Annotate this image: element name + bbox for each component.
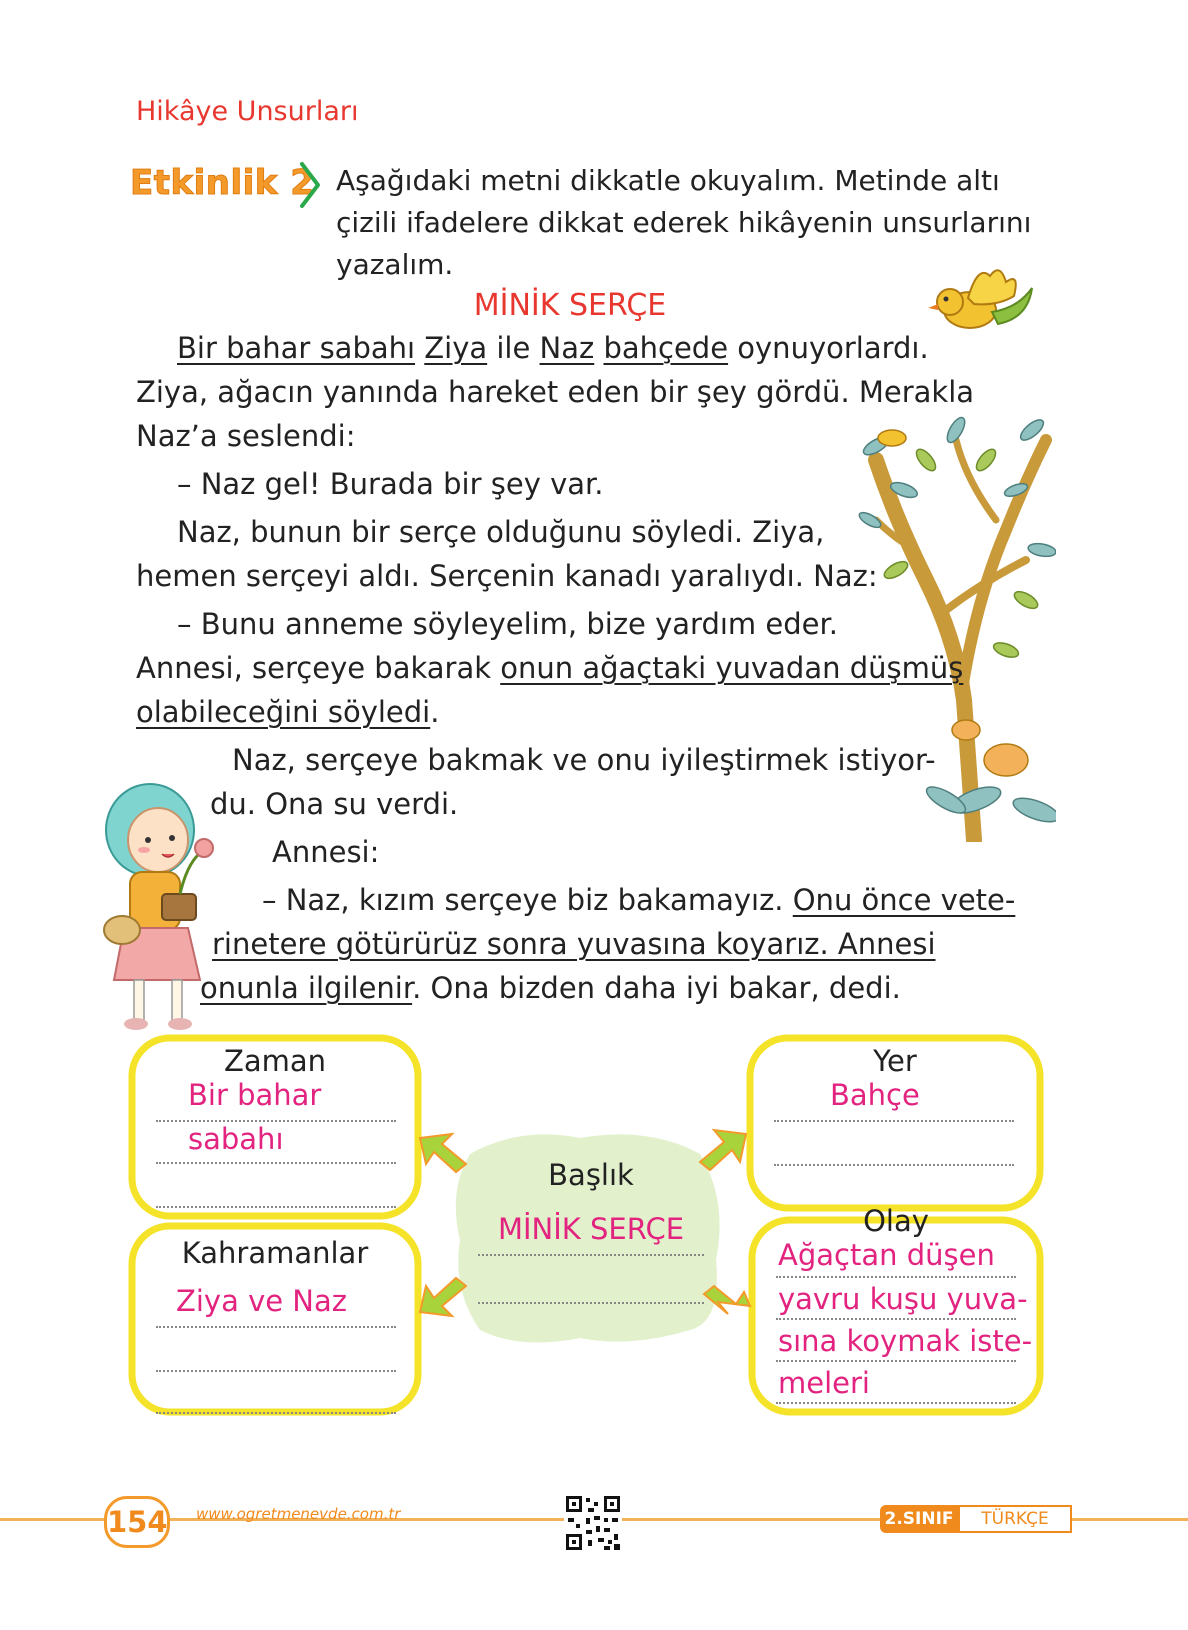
- dotted-line: [156, 1162, 396, 1164]
- kahramanlar-label: Kahramanlar: [181, 1236, 369, 1270]
- story-line-9: olabileceğini söyledi.: [136, 695, 440, 729]
- zaman-answer-2: sabahı: [188, 1122, 284, 1156]
- baslik-answer-1: MİNİK SERÇE: [497, 1212, 685, 1246]
- dotted-line: [774, 1120, 1014, 1122]
- story-line-4: – Naz gel! Burada bir şey var.: [177, 467, 604, 501]
- dotted-line: [776, 1360, 1016, 1362]
- activity-instruction: Aşağıdaki metni dikkatle okuyalım. Metinde altı çizili ifadelere dikkat ederek hikâyenin unsurlarını yazalım.: [336, 164, 1032, 281]
- baslik-label: Başlık: [548, 1158, 634, 1192]
- story-line-1: Bir bahar sabahı Ziya ile Naz bahçede oynuyorlardı.: [177, 331, 929, 365]
- story-line-6: hemen serçeyi aldı. Serçenin kanadı yaralıydı. Naz:: [136, 559, 878, 593]
- story-line-8: Annesi, serçeye bakarak onun ağaçtaki yuvadan düşmüş: [136, 651, 964, 685]
- subject-badge: TÜRKÇE: [958, 1505, 1072, 1533]
- olay-label: Olay: [863, 1204, 929, 1238]
- olay-answer-1: Ağaçtan düşen: [778, 1238, 995, 1272]
- story-line-14: [212, 922, 936, 966]
- yer-answer-1: Bahçe: [830, 1078, 920, 1112]
- story-line-12: Annesi:: [272, 835, 380, 869]
- kahramanlar-answer-1: Ziya ve Naz: [176, 1284, 347, 1318]
- dotted-line: [156, 1206, 396, 1208]
- olay-answer-4: meleri: [778, 1366, 870, 1400]
- underlined-character-2: Naz: [539, 331, 595, 365]
- underlined-time: Bir bahar sabahı: [177, 331, 416, 365]
- dotted-line: [776, 1318, 1016, 1320]
- story-line-10: Naz, serçeye bakmak ve onu iyileştirmek istiyor-: [232, 743, 936, 777]
- chevron-right-icon: [298, 160, 324, 210]
- grade-badge: 2.SINIF: [880, 1505, 958, 1533]
- story-line-15: onunla ilgilenir. Ona bizden daha iyi bakar, dedi.: [200, 971, 901, 1005]
- dotted-line: [478, 1254, 704, 1256]
- activity-label: Etkinlik 2: [130, 163, 315, 203]
- zaman-answer-1: Bir bahar: [188, 1078, 322, 1112]
- underlined-event-4: rinetere götürürüz sonra yuvasına koyarız. Annesi: [212, 927, 936, 961]
- story-line-11: du. Ona su verdi.: [210, 787, 459, 821]
- dotted-line: [156, 1326, 396, 1328]
- story-line-3: Naz’a seslendi:: [136, 419, 356, 453]
- underlined-event-5: onunla ilgilenir: [200, 971, 413, 1005]
- dotted-line: [156, 1370, 396, 1372]
- yer-label: Yer: [873, 1044, 917, 1078]
- footer-url[interactable]: www.ogretmenevde.com.tr: [196, 1505, 401, 1523]
- story-title: MİNİK SERÇE: [473, 288, 667, 323]
- zaman-label: Zaman: [223, 1044, 327, 1078]
- story-line-7: – Bunu anneme söyleyelim, bize yardım eder.: [177, 607, 838, 641]
- page-number: 154: [104, 1496, 170, 1548]
- dotted-line: [156, 1120, 396, 1122]
- olay-answer-2: yavru kuşu yuva-: [778, 1282, 1028, 1316]
- underlined-place: bahçede: [603, 331, 729, 365]
- olay-answer-3: sına koymak iste-: [778, 1324, 1033, 1358]
- dotted-line: [776, 1402, 1016, 1404]
- qr-code-icon[interactable]: [564, 1494, 622, 1552]
- dotted-line: [774, 1164, 1014, 1166]
- underlined-event-1: onun ağaçtaki yuvadan düşmüş: [500, 651, 964, 685]
- dotted-line: [478, 1302, 704, 1304]
- underlined-character-1: Ziya: [424, 331, 488, 365]
- underlined-event-2: olabileceğini söyledi: [136, 695, 431, 729]
- story-line-13: – Naz, kızım serçeye biz bakamayız. Onu önce vete-: [262, 883, 1016, 917]
- dotted-line: [156, 1412, 396, 1414]
- section-title: Hikâye Unsurları: [136, 96, 359, 127]
- story-line-2: Ziya, ağacın yanında hareket eden bir şey gördü. Merakla: [136, 375, 975, 409]
- story-line-5: Naz, bunun bir serçe olduğunu söyledi. Ziya,: [177, 515, 825, 549]
- underlined-event-3: Onu önce vete-: [792, 883, 1016, 917]
- dotted-line: [776, 1276, 1016, 1278]
